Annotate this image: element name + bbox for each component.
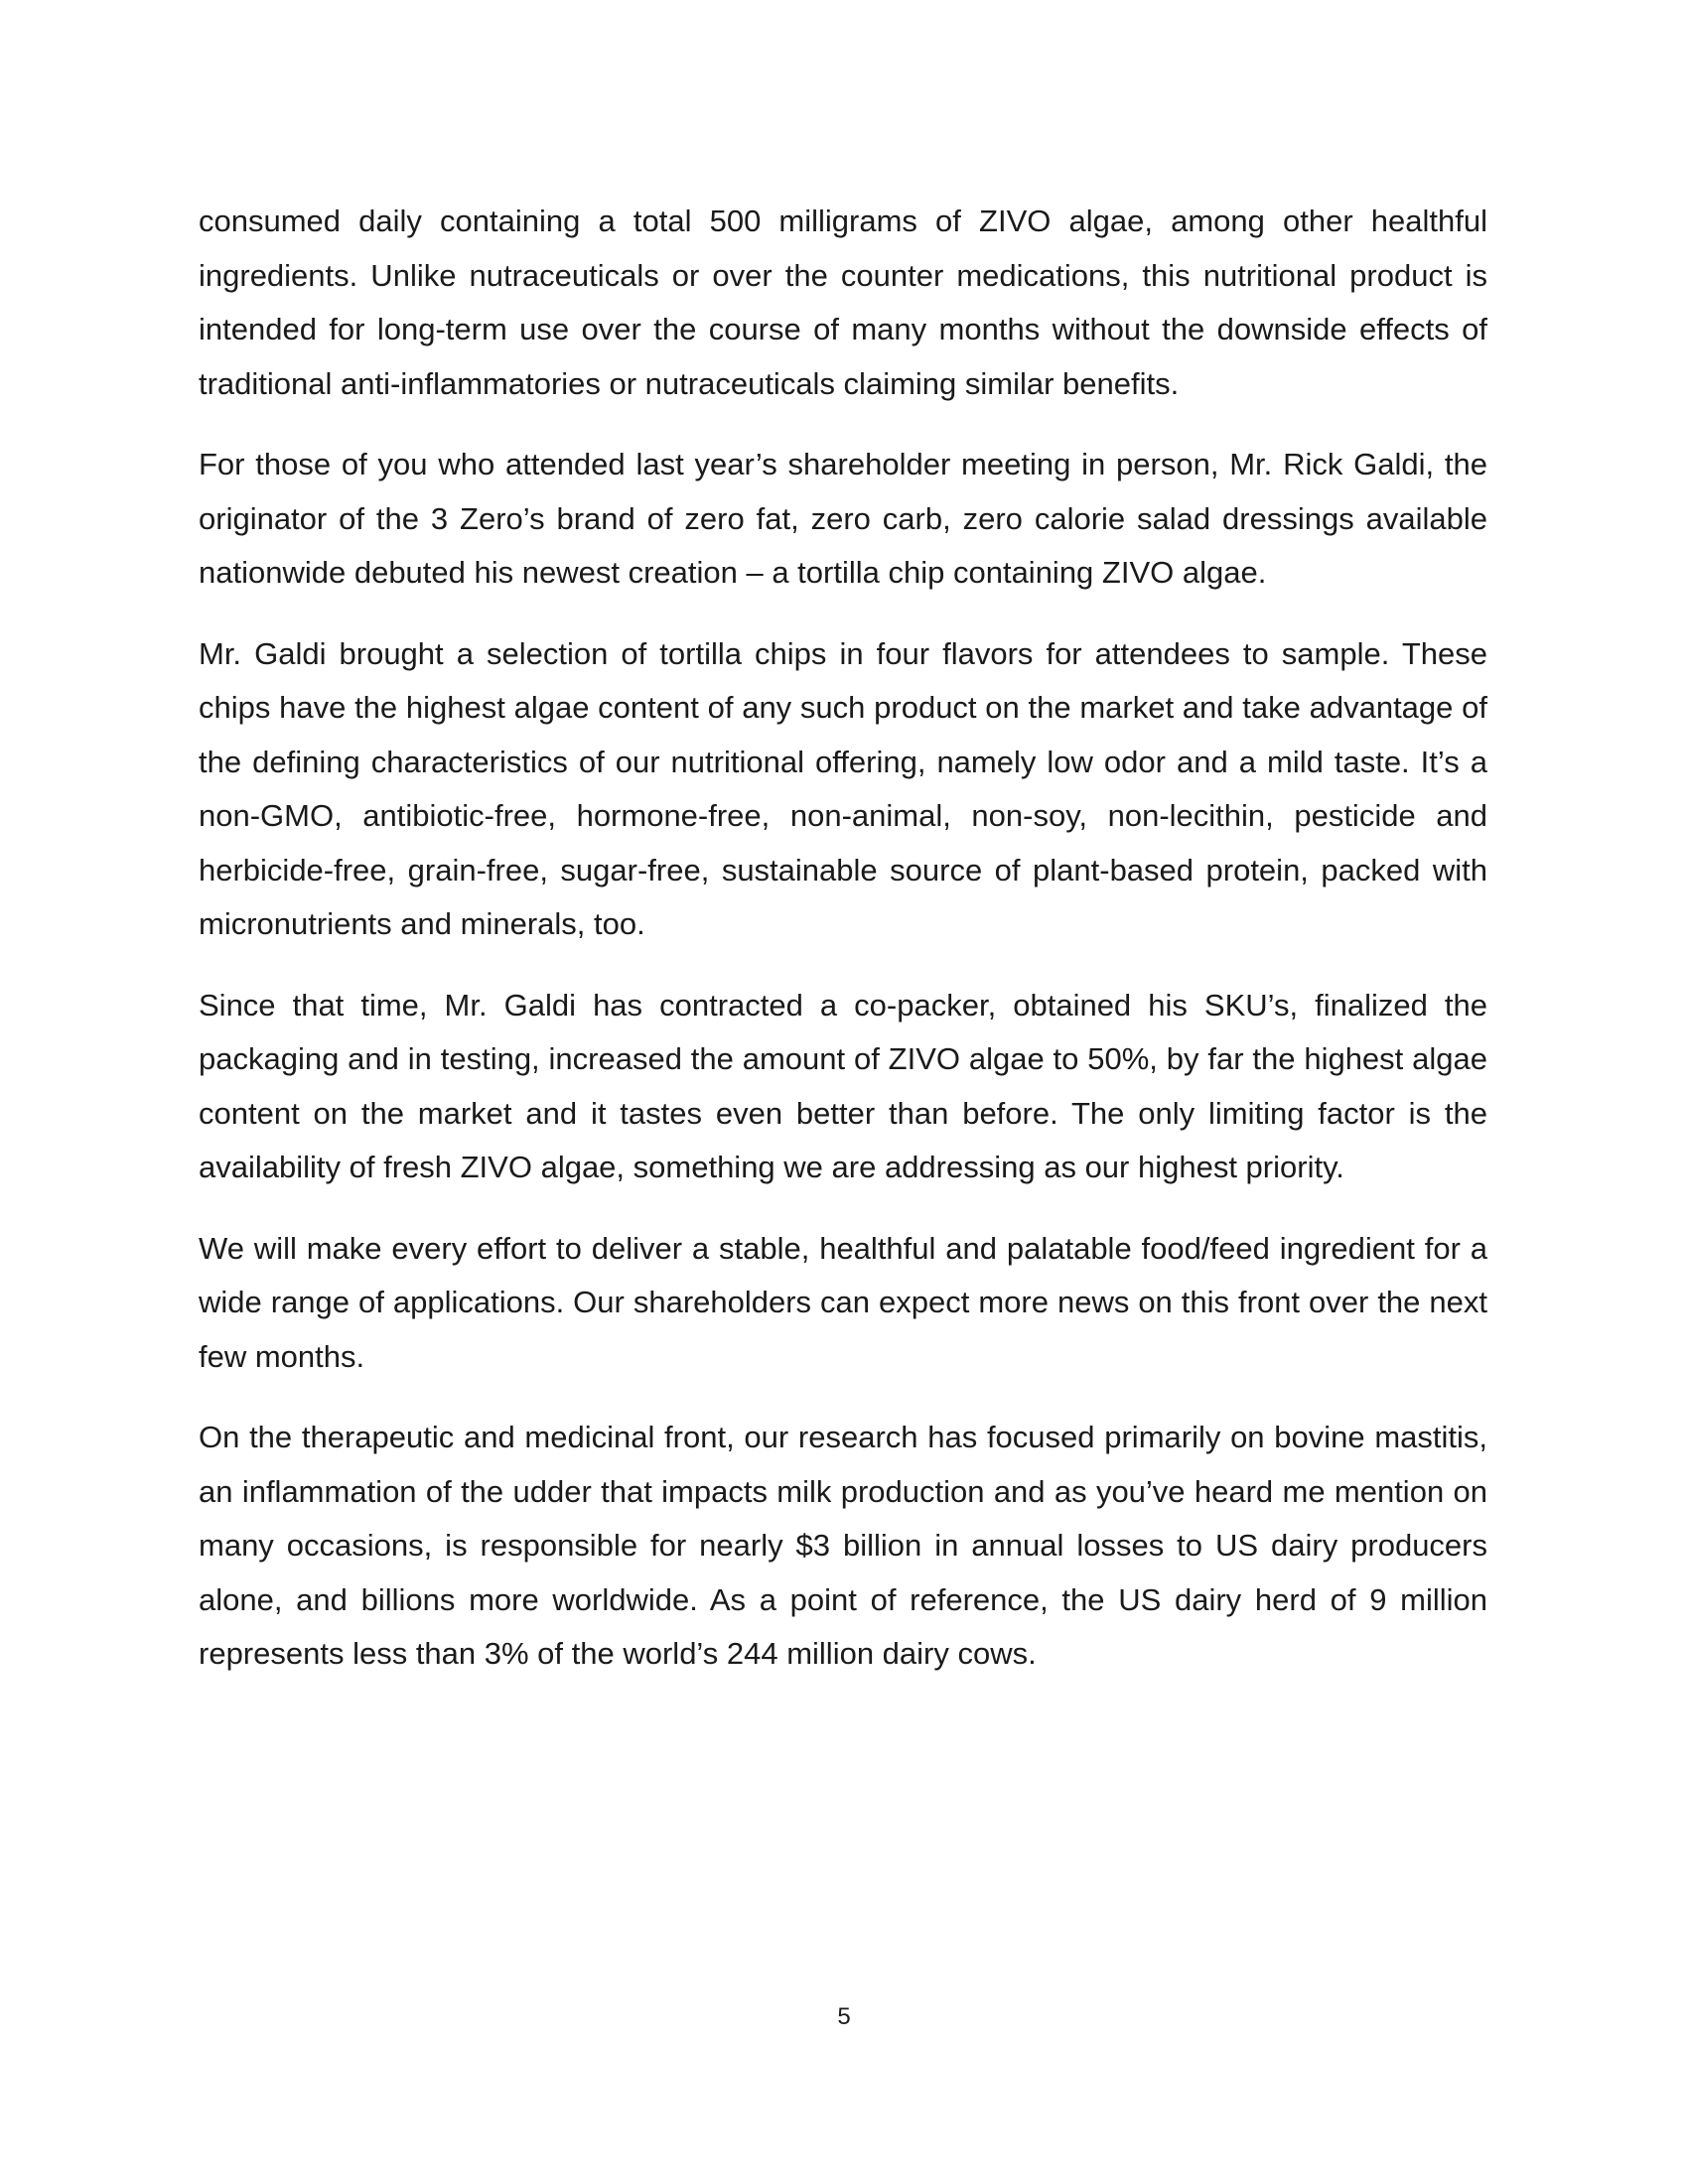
paragraph-5: We will make every effort to deliver a stable, healthful and palatable food/feed ingredient for a wide range of applications. Our shareholders can expect more news on this front over the next few months. [199, 1230, 1487, 1374]
paragraph-1: consumed daily containing a total 500 milligrams of ZIVO algae, among other healthful ingredients. Unlike nutraceuticals or over the counter medications, this nutritional product is intended for long-term use over the course of many months without the downside effects of traditional anti-inflammatories or nutraceuticals claiming similar benefits. [199, 204, 1487, 401]
paragraph-6: On the therapeutic and medicinal front, our research has focused primarily on bovine mastitis, an inflammation of the udder that impacts milk production and as you’ve heard me mention on many occasions, is responsible for nearly $3 billion in annual losses to US dairy producers alone, and billions more worldwide. As a point of reference, the US dairy herd of 9 million represents less than 3% of the world’s 244 million dairy cows. [199, 1420, 1487, 1671]
paragraph-2: For those of you who attended last year’s shareholder meeting in person, Mr. Rick Galdi, the originator of the 3 Zero’s brand of zero fat, zero carb, zero calorie salad dressings available nationwide debuted his newest creation – a tortilla chip containing ZIVO algae. [199, 447, 1487, 590]
body-text [199, 195, 1487, 1708]
paragraph-3: Mr. Galdi brought a selection of tortilla chips in four flavors for attendees to sample. These chips have the highest algae content of any such product on the market and take advantage of the defining characteristics of our nutritional offering, namely low odor and a mild taste. It’s a non-GMO, antibiotic-free, hormone-free, non-animal, non-soy, non-lecithin, pesticide and herbicide-free, grain-free, sugar-free, sustainable source of plant-based protein, packed with micronutrients and minerals, too. [199, 635, 1487, 941]
paragraph-4: Since that time, Mr. Galdi has contracted a co-packer, obtained his SKU’s, finalized the packaging and in testing, increased the amount of ZIVO algae to 50%, by far the highest algae content on the market and it tastes even better than before. The only limiting factor is the availability of fresh ZIVO algae, something we are addressing as our highest priority. [199, 987, 1487, 1184]
page-number: 5 [837, 2003, 851, 2030]
